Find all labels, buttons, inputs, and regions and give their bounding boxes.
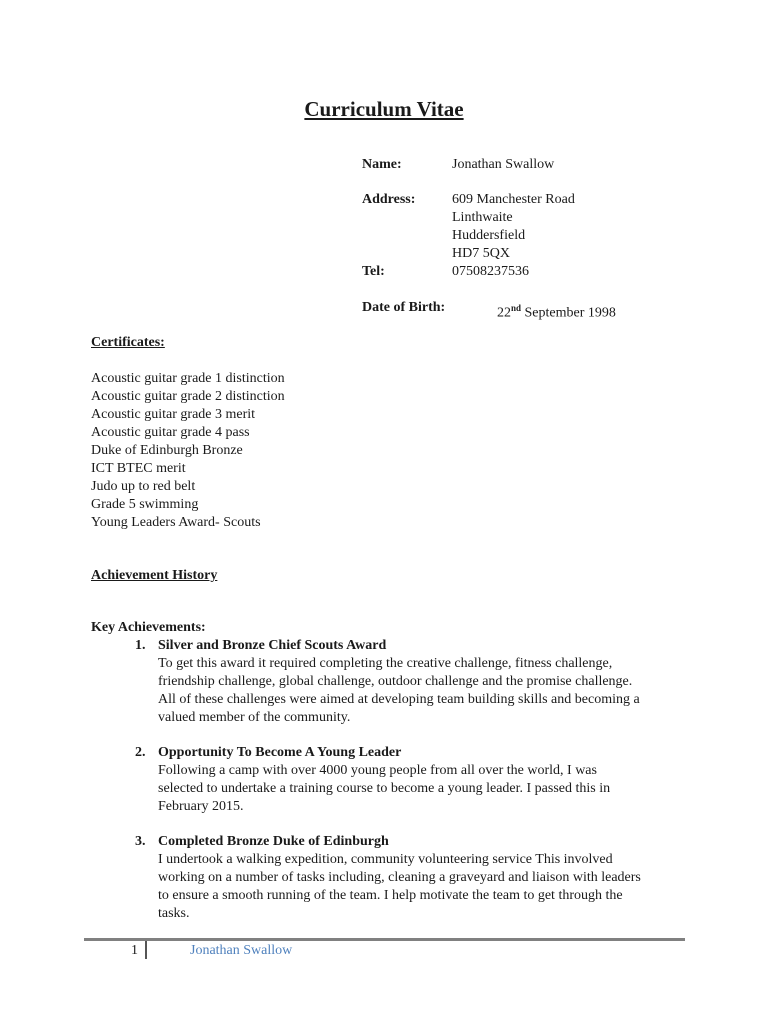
certificate-item: Acoustic guitar grade 2 distinction <box>91 389 285 404</box>
achievement-description <box>158 655 691 727</box>
footer-separator <box>145 941 147 959</box>
achievement-description <box>158 851 691 923</box>
description-line: tasks. <box>158 906 190 921</box>
description-line: I undertook a walking expedition, community volunteering service This involved <box>158 852 613 867</box>
description-line: Following a camp with over 4000 young people from all over the world, I was <box>158 763 597 778</box>
certificates-heading: Certificates: <box>91 335 165 350</box>
dob-day: 22 <box>497 305 511 321</box>
description-line: valued member of the community. <box>158 710 351 725</box>
description-line: To get this award it required completing the creative challenge, fitness challenge, <box>158 656 613 671</box>
address-line: HD7 5QX <box>452 246 510 261</box>
certificate-item: Acoustic guitar grade 3 merit <box>91 407 256 422</box>
dob-rest: September 1998 <box>521 305 616 321</box>
dob-value <box>497 299 616 323</box>
key-achievements-heading: Key Achievements: <box>91 620 206 635</box>
dob-label: Date of Birth: <box>362 300 446 315</box>
achievement-item <box>135 637 691 727</box>
achievements-list <box>91 637 691 940</box>
description-line: All of these challenges were aimed at developing team building skills and becoming a <box>158 692 640 707</box>
description-line: working on a number of tasks including, cleaning a graveyard and liaison with leaders <box>158 870 641 885</box>
description-line: February 2015. <box>158 799 244 814</box>
achievement-title: Silver and Bronze Chief Scouts Award <box>158 638 387 653</box>
name-value: Jonathan Swallow <box>452 157 555 172</box>
achievement-number: 2. <box>135 745 146 760</box>
certificate-item: Duke of Edinburgh Bronze <box>91 443 243 458</box>
address-label: Address: <box>362 192 416 207</box>
achievement-number: 3. <box>135 834 146 849</box>
address-line: 609 Manchester Road <box>452 192 575 207</box>
achievement-number: 1. <box>135 638 146 653</box>
page-number: 1 <box>131 943 138 958</box>
tel-value: 07508237536 <box>452 264 529 279</box>
achievement-item <box>135 833 691 923</box>
certificate-item: ICT BTEC merit <box>91 461 186 476</box>
footer-author: Jonathan Swallow <box>190 943 293 958</box>
certificate-item: Acoustic guitar grade 1 distinction <box>91 371 285 386</box>
certificate-item: Judo up to red belt <box>91 479 196 494</box>
footer-divider <box>84 938 685 941</box>
achievement-history-heading: Achievement History <box>91 568 218 583</box>
address-line: Linthwaite <box>452 210 513 225</box>
achievement-title: Opportunity To Become A Young Leader <box>158 745 402 760</box>
dob-suffix: nd <box>511 303 522 313</box>
document-title: Curriculum Vitae <box>304 97 464 121</box>
certificates-list <box>91 370 285 532</box>
tel-label: Tel: <box>362 264 385 279</box>
address-block <box>452 191 575 263</box>
certificate-item: Grade 5 swimming <box>91 497 199 512</box>
description-line: friendship challenge, global challenge, outdoor challenge and the promise challenge. <box>158 674 633 689</box>
certificate-item: Young Leaders Award- Scouts <box>91 515 261 530</box>
name-label: Name: <box>362 157 402 172</box>
description-line: selected to undertake a training course to become a young leader. I passed this in <box>158 781 611 796</box>
achievement-item <box>135 744 691 816</box>
description-line: to ensure a smooth running of the team. I help motivate the team to get through the <box>158 888 623 903</box>
address-line: Huddersfield <box>452 228 526 243</box>
achievement-description <box>158 762 691 816</box>
certificate-item: Acoustic guitar grade 4 pass <box>91 425 250 440</box>
achievement-title: Completed Bronze Duke of Edinburgh <box>158 834 389 849</box>
